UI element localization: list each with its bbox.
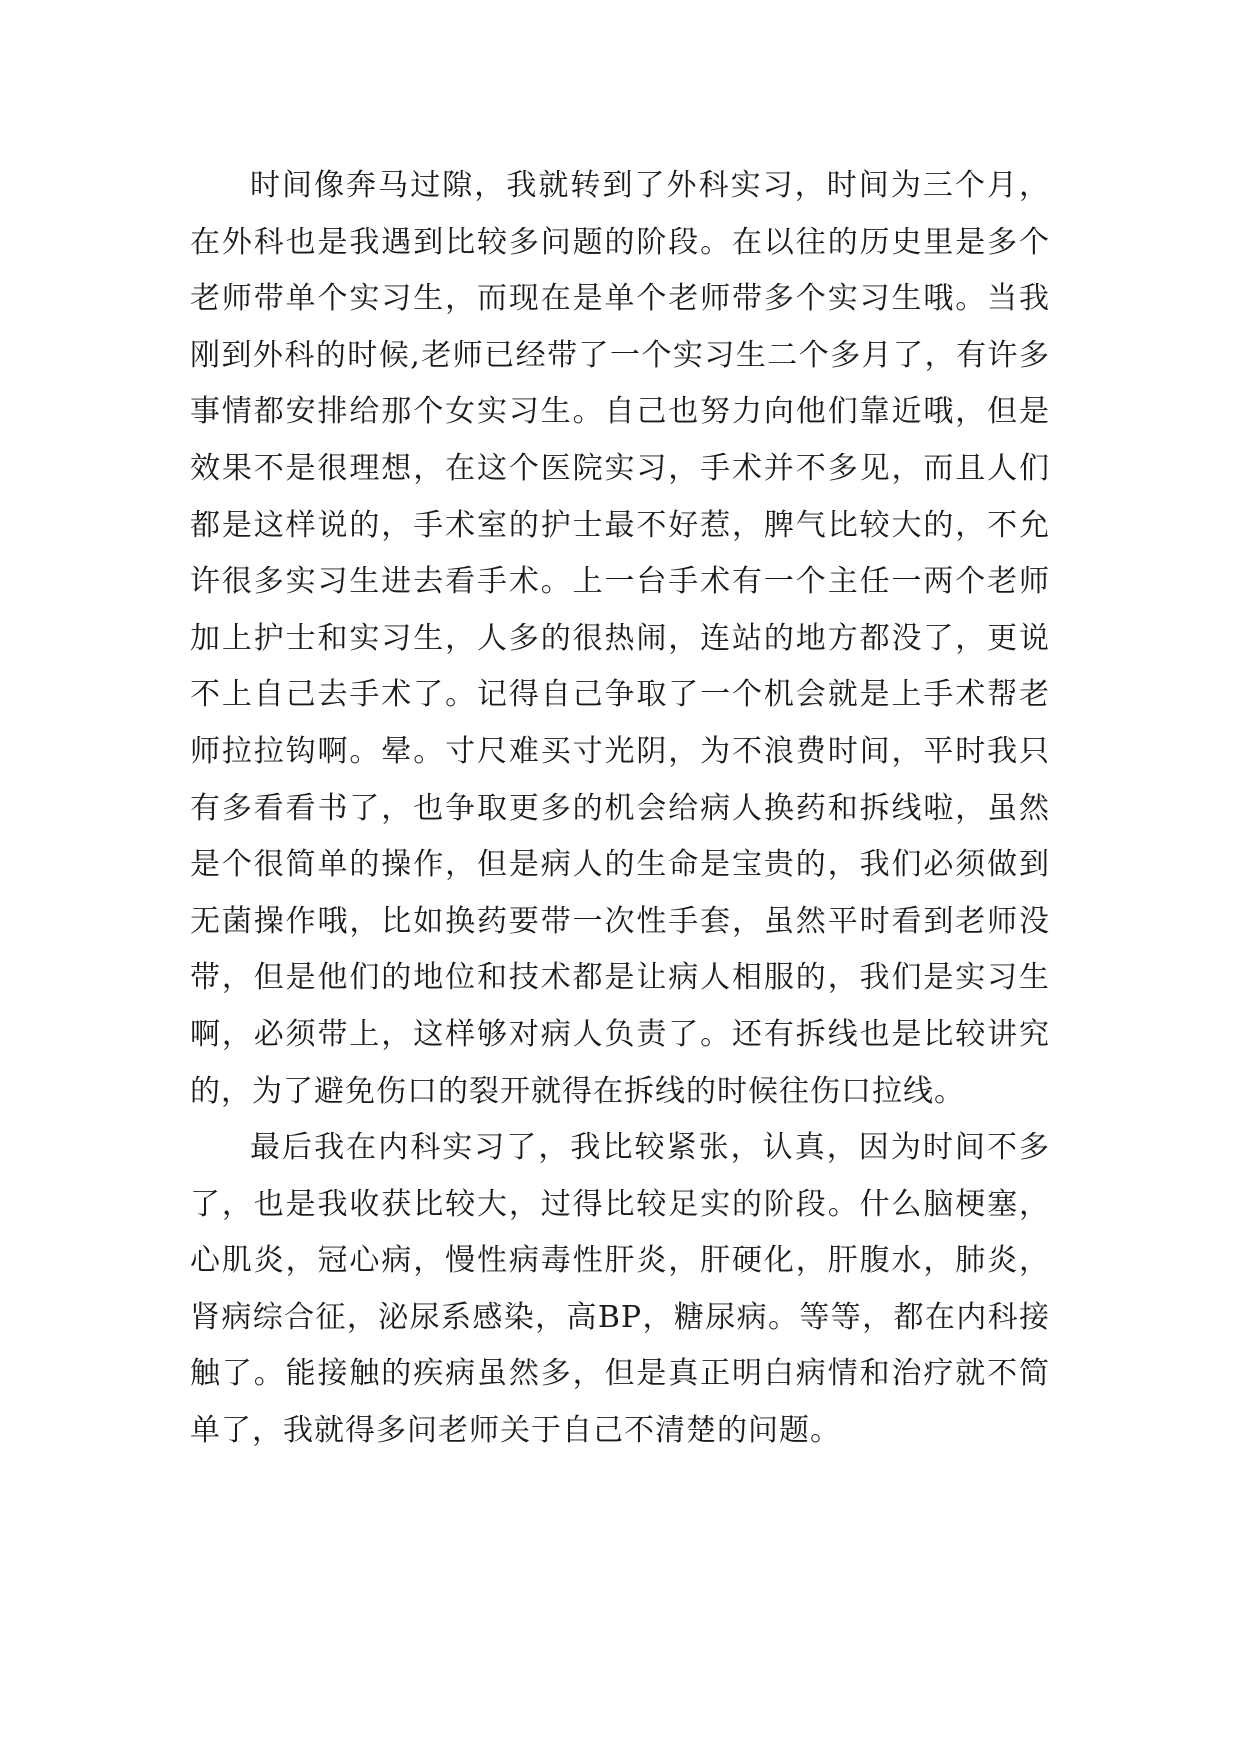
document-body (190, 158, 1050, 1460)
paragraph-internal-medicine-internship: 最后我在内科实习了，我比较紧张，认真，因为时间不多了，也是我收获比较大，过得比较足实的阶段。什么脑梗塞，心肌炎，冠心病，慢性病毒性肝炎，肝硬化，肝腹水，肺炎，肾病综合征，泌尿系感染，高BP，糖尿病。等等，都在内科接触了。能接触的疾病虽然多，但是真正明白病情和治疗就不简单了，我就得多问老师关于自己不清楚的问题。 (190, 1130, 1050, 1449)
paragraph-surgery-internship: 时间像奔马过隙，我就转到了外科实习，时间为三个月，在外科也是我遇到比较多问题的阶段。在以往的历史里是多个老师带单个实习生，而现在是单个老师带多个实习生哦。当我刚到外科的时候,老师已经带了一个实习生二个多月了，有许多事情都安排给那个女实习生。自己也努力向他们靠近哦，但是效果不是很理想，在这个医院实习，手术并不多见，而且人们都是这样说的，手术室的护士最不好惹，脾气比较大的，不允许很多实习生进去看手术。上一台手术有一个主任一两个老师加上护士和实习生，人多的很热闹，连站的地方都没了，更说不上自己去手术了。记得自己争取了一个机会就是上手术帮老师拉拉钩啊。晕。寸尺难买寸光阴，为不浪费时间，平时我只有多看看书了，也争取更多的机会给病人换药和拆线啦，虽然是个很简单的操作，但是病人的生命是宝贵的，我们必须做到无菌操作哦，比如换药要带一次性手套，虽然平时看到老师没带，但是他们的地位和技术都是让病人相服的，我们是实习生啊，必须带上，这样够对病人负责了。还有拆线也是比较讲究的，为了避免伤口的裂开就得在拆线的时候往伤口拉线。 (190, 168, 1050, 1109)
